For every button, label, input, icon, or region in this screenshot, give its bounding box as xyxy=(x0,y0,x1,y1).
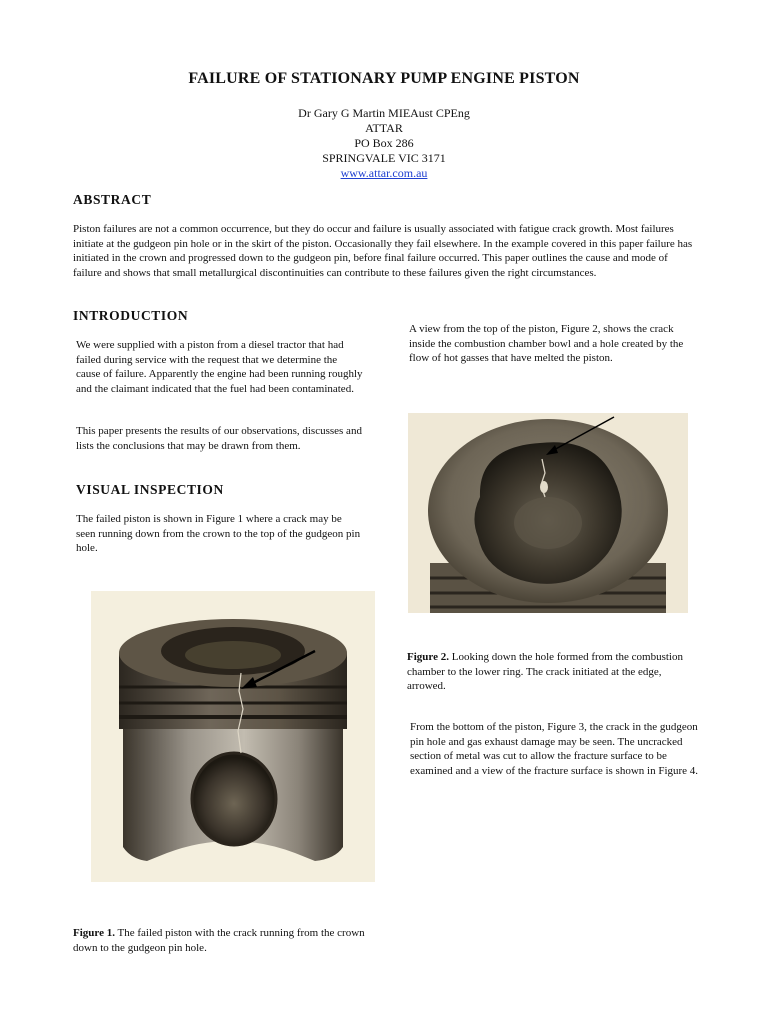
visual-inspection-heading: VISUAL INSPECTION xyxy=(76,482,224,497)
author-block xyxy=(0,106,768,181)
figure-1-image xyxy=(91,591,375,882)
website-link[interactable]: www.attar.com.au xyxy=(340,166,428,180)
right-column-paragraph-1: A view from the top of the piston, Figure 2, shows the crack inside the combustion chamber bowl and a hole created by the flow of hot gasses that have melted the piston. xyxy=(409,323,684,365)
right-column-paragraph-2: From the bottom of the piston, Figure 3, the crack in the gudgeon pin hole and gas exhaust damage may be seen. The uncracked section of metal was cut to allow the fracture surface to be examined and a view of the fracture surface is shown in Figure 4. xyxy=(410,721,699,777)
figure-2-label: Figure 2. xyxy=(407,651,449,663)
introduction-heading: INTRODUCTION xyxy=(73,308,189,323)
introduction-paragraph-2: This paper presents the results of our observations, discusses and lists the conclusions that may be drawn from them. xyxy=(76,425,362,452)
figure-2-caption xyxy=(407,650,692,694)
abstract-text: Piston failures are not a common occurrence, but they do occur and failure is usually associated with fatigue crack growth. Most failures initiate at the gudgeon pin hole or in the skirt of the piston. Occasionally they fail elsewhere. In the example covered in this paper failure has initiated in the crown and progressed down to the gudgeon pin, before final failure occurred. This paper outlines the cause and mode of failure and shows that small metallurgical discontinuities can contribute to these failures given the right circumstances. xyxy=(73,223,693,279)
figure-1-caption xyxy=(73,926,373,955)
author-org: ATTAR xyxy=(365,121,403,135)
figure-2-image xyxy=(408,413,688,613)
author-po-box: PO Box 286 xyxy=(354,136,414,150)
introduction-paragraph-1: We were supplied with a piston from a diesel tractor that had failed during service with the request that we determine the cause of failure. Apparently the engine had been running roughly and the claimant indicated that the fuel had been contaminated. xyxy=(76,339,363,395)
author-name: Dr Gary G Martin MIEAust CPEng xyxy=(298,106,470,120)
paper-title: FAILURE OF STATIONARY PUMP ENGINE PISTON xyxy=(188,70,580,87)
figure-1-label: Figure 1. xyxy=(73,927,115,939)
abstract-heading: ABSTRACT xyxy=(73,192,152,207)
visual-inspection-paragraph: The failed piston is shown in Figure 1 where a crack may be seen running down from the crown to the top of the gudgeon pin hole. xyxy=(76,513,361,555)
figure-1-caption-text: The failed piston with the crack running from the crown down to the gudgeon pin hole. xyxy=(73,927,365,954)
author-city: SPRINGVALE VIC 3171 xyxy=(322,151,446,165)
figure-2-caption-text: Looking down the hole formed from the combustion chamber to the lower ring. The crack initiated at the edge, arrowed. xyxy=(407,651,683,693)
